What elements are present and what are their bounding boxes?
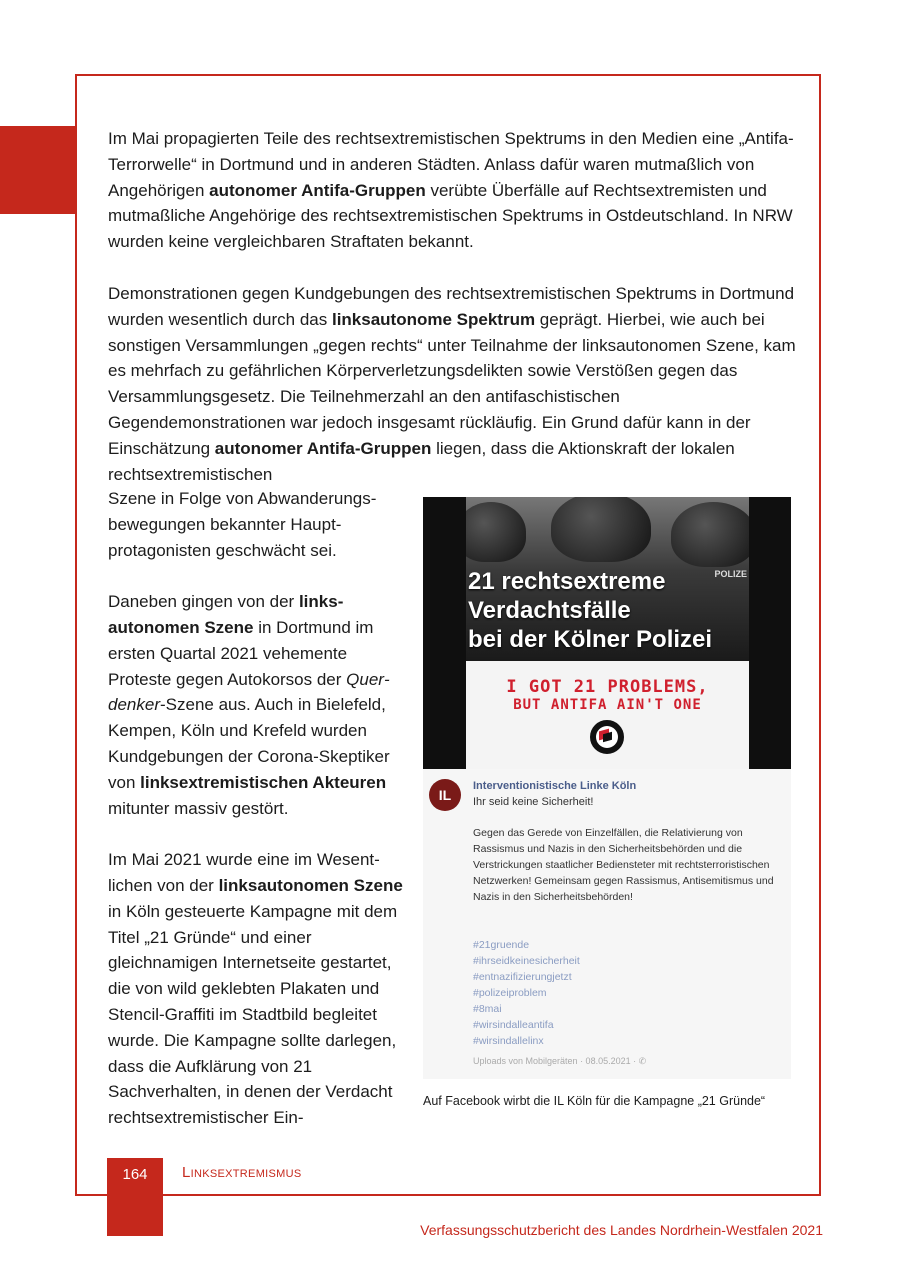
- paragraph-4: Im Mai 2021 wurde eine im Wesentlichen von der linksautonomen Szene in Köln gesteuerte Kampagne mit dem Titel „21 Gründe“ und einer gleichnamigen Internetseite gestartet, die von wild geklebten Plakaten und Stencil-Graffiti im Stadtbild begleitet wurde. Die Kampagne sollte darlegen, dass die Aufklärung von 21 Sachverhalten, in denen der Verdacht rechtsextremistischer Ein-: [108, 850, 403, 1128]
- hashtag: #8mai: [473, 1003, 502, 1015]
- post-content: [423, 769, 791, 1079]
- text-column: [108, 486, 408, 1157]
- hashtag: #ihrseidkeinesicherheit: [473, 955, 580, 967]
- paragraph-1: Im Mai propagierten Teile des rechtsextremistischen Spektrums in den Medien eine „Antifa-Terrorwelle“ in Dortmund und in anderen Städten. Anlass dafür waren mutmaßlich von Angehörigen autonomer Antifa-Gruppen verübte Überfälle auf Rechtsextremisten und mutmaßliche Angehörige des rechtsextremistischen Spektrums in Ostdeutschland. In NRW wurden keine vergleichbaren Straftaten bekannt.: [108, 129, 794, 252]
- poster-headline: 21 rechtsextreme Verdachtsfälle bei der Kölner Polizei: [468, 568, 713, 653]
- post-subtitle: Ihr seid keine Sicherheit!: [473, 796, 594, 808]
- paragraph-2: Demonstrationen gegen Kundgebungen des rechtsextremistischen Spektrums in Dortmund wurden wesentlich durch das linksautonome Spektrum geprägt. Hierbei, wie auch bei sonstigen Versammlungen „gegen rechts“ unter Teilnahme der linksautonomen Szene, kam es mehrfach zu gefährlichen Körperverletzungsdelikten sowie Verstößen gegen das Versammlungsgesetz. Die Teilnehmerzahl an den antifaschistischen Gegendemonstrationen war jedoch insgesamt rückläufig. Ein Grund dafür kann in der Einschätzung autonomer Antifa-Gruppen liegen, dass die Aktionskraft der lokalen rechtsextremistischen: [108, 284, 796, 484]
- hashtag: #wirsindalleantifa: [473, 1019, 554, 1031]
- facebook-post-image: [423, 497, 791, 1079]
- figure-caption: Auf Facebook wirbt die IL Köln für die Kampagne „21 Gründe“: [423, 1094, 766, 1108]
- image-top: [423, 497, 791, 769]
- hashtag: #21gruende: [473, 939, 530, 951]
- helmet-icon: [466, 502, 526, 562]
- poster-slogan: I GOT 21 PROBLEMS, BUT ANTIFA AIN'T ONE: [506, 677, 709, 713]
- helmet-icon: [671, 502, 749, 567]
- post-author: Interventionistische Linke Köln: [473, 780, 637, 792]
- hashtag: #polizeiproblem: [473, 987, 547, 999]
- hashtag: #entnazifizierungjetzt: [473, 971, 572, 983]
- campaign-poster: [466, 497, 749, 769]
- side-marker: [0, 126, 76, 214]
- hashtag: #wirsindallelinx: [473, 1035, 544, 1047]
- page-number: 164: [107, 1158, 163, 1236]
- post-body: Gegen das Gerede von Einzelfällen, die Relativierung von Rassismus und Nazis in den Sicherheitsbehörden und die Verstrickungen staatlicher Bediensteter mit rechtsterroristischen Netzwerken! Gemeinsam gegen Rassismus, Antisemitismus und Nazis in den Sicherheitsbehörden!: [473, 827, 774, 903]
- footer-report-title: Verfassungsschutzbericht des Landes Nordrhein-Westfalen 2021: [420, 1222, 823, 1238]
- paragraph-3: Daneben gingen von der linksautonomen Szene in Dortmund im ersten Quartal 2021 vehemente Proteste gegen Autokorsos der Querdenker-Szene aus. Auch in Bielefeld, Kempen, Köln und Krefeld wurden Kundgebungen der Corona-Skeptiker von linksextremistischen Akteuren mitunter massiv gestört.: [108, 592, 390, 818]
- section-title: Linksextremismus: [182, 1164, 302, 1181]
- paragraph-2-end: Szene in Folge von Abwanderungsbewegungen bekannter Hauptprotagonisten geschwächt sei.: [108, 489, 377, 560]
- helmet-icon: [551, 497, 651, 562]
- polizei-label: POLIZE: [714, 569, 747, 579]
- antifa-flag-icon: [590, 720, 624, 754]
- avatar: IL: [429, 779, 461, 811]
- hashtag-list: [473, 937, 580, 1049]
- upload-info: Uploads von Mobilgeräten · 08.05.2021 · ✆: [473, 1056, 647, 1066]
